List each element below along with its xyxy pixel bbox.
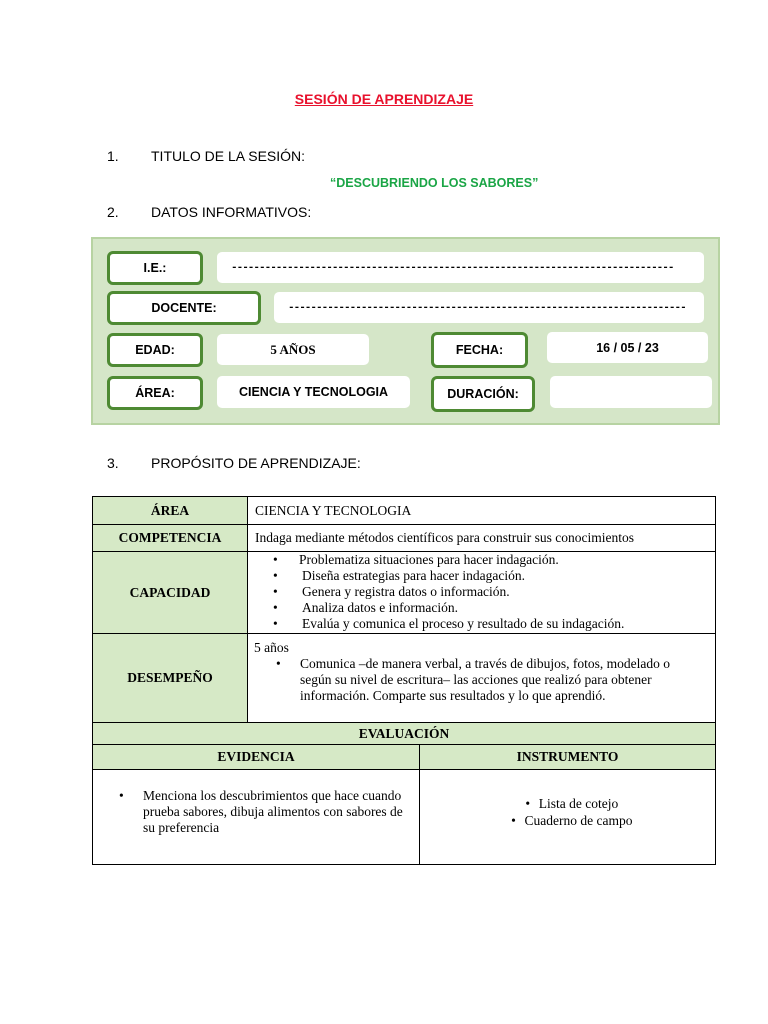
table-row: [93, 552, 716, 634]
info-panel: [91, 237, 720, 425]
evidencia-header: EVIDENCIA: [93, 745, 420, 770]
area-header: ÁREA: [93, 497, 248, 525]
evaluacion-header: EVALUACIÓN: [93, 723, 716, 745]
docente-value-text: -----------------------------------------------------------------------: [288, 301, 686, 314]
list-item: • Genera y registra datos o información.: [273, 584, 510, 599]
list-item: • Diseña estrategias para hacer indagación.: [273, 568, 526, 583]
section-number: 3.: [107, 455, 119, 471]
instrumento-header: INSTRUMENTO: [420, 745, 716, 770]
edad-label: EDAD:: [107, 333, 203, 367]
fecha-value: 16 / 05 / 23: [547, 332, 708, 363]
area-cell: CIENCIA Y TECNOLOGIA: [248, 497, 716, 525]
session-title: “DESCUBRIENDO LOS SABORES”: [330, 176, 539, 190]
table-row: [93, 745, 716, 770]
competencia-header: COMPETENCIA: [93, 525, 248, 552]
list-item: • Analiza datos e información.: [273, 600, 458, 615]
list-item: • Menciona los descubrimientos que hace cuando prueba sabores, dibuja alimentos con sabores de su preferencia: [119, 788, 411, 836]
list-item: • Lista de cotejo: [525, 796, 619, 811]
purpose-table: [92, 496, 716, 865]
table-row: [93, 497, 716, 525]
table-row: [93, 770, 716, 865]
fecha-label: FECHA:: [431, 332, 528, 368]
section-heading: PROPÓSITO DE APRENDIZAJE:: [151, 455, 361, 471]
edad-value: 5 AÑOS: [217, 334, 369, 365]
section-number: 1.: [107, 148, 119, 164]
area-value: CIENCIA Y TECNOLOGIA: [217, 376, 410, 408]
instrumento-cell: [420, 770, 716, 865]
desempeno-header: DESEMPEÑO: [93, 634, 248, 723]
list-item: • Problematiza situaciones para hacer indagación.: [273, 552, 559, 567]
duracion-label: DURACIÓN:: [431, 376, 535, 412]
ie-value-text: -------------------------------------------------------------------------------: [231, 261, 674, 274]
table-row: [93, 723, 716, 745]
area-label: ÁREA:: [107, 376, 203, 410]
section-heading: DATOS INFORMATIVOS:: [151, 204, 312, 220]
section-number: 2.: [107, 204, 119, 220]
evidencia-text: Menciona los descubrimientos que hace cuando prueba sabores, dibuja alimentos con sabores de su preferencia: [143, 788, 403, 835]
section-heading: TITULO DE LA SESIÓN:: [151, 148, 306, 164]
ie-value: [217, 252, 704, 283]
list-item: • Comunica –de manera verbal, a través de dibujos, fotos, modelado o según su nivel de escritura– las acciones que realizó para obtener información. Comparte sus resultados y lo que aprendió.: [254, 656, 707, 704]
capacidad-list: [273, 552, 715, 632]
desempeno-age: 5 años: [254, 640, 289, 655]
capacidad-header: CAPACIDAD: [93, 552, 248, 634]
desempeno-cell: [248, 634, 716, 723]
ie-label: I.E.:: [107, 251, 203, 285]
table-row: [93, 634, 716, 723]
docente-value: [274, 292, 704, 323]
docente-label: DOCENTE:: [107, 291, 261, 325]
duracion-value: [550, 376, 712, 408]
document-title: SESIÓN DE APRENDIZAJE: [294, 91, 474, 107]
list-item: • Cuaderno de campo: [511, 813, 633, 828]
competencia-cell: Indaga mediante métodos científicos para construir sus conocimientos: [248, 525, 716, 552]
desempeno-text: Comunica –de manera verbal, a través de dibujos, fotos, modelado o según su nivel de escritura– las acciones que realizó para obtener información. Comparte sus resultados y lo que aprendió.: [300, 656, 671, 703]
table-row: [93, 525, 716, 552]
capacidad-cell: [248, 552, 716, 634]
list-item: • Evalúa y comunica el proceso y resultado de su indagación.: [273, 616, 625, 631]
evidencia-cell: [93, 770, 420, 865]
